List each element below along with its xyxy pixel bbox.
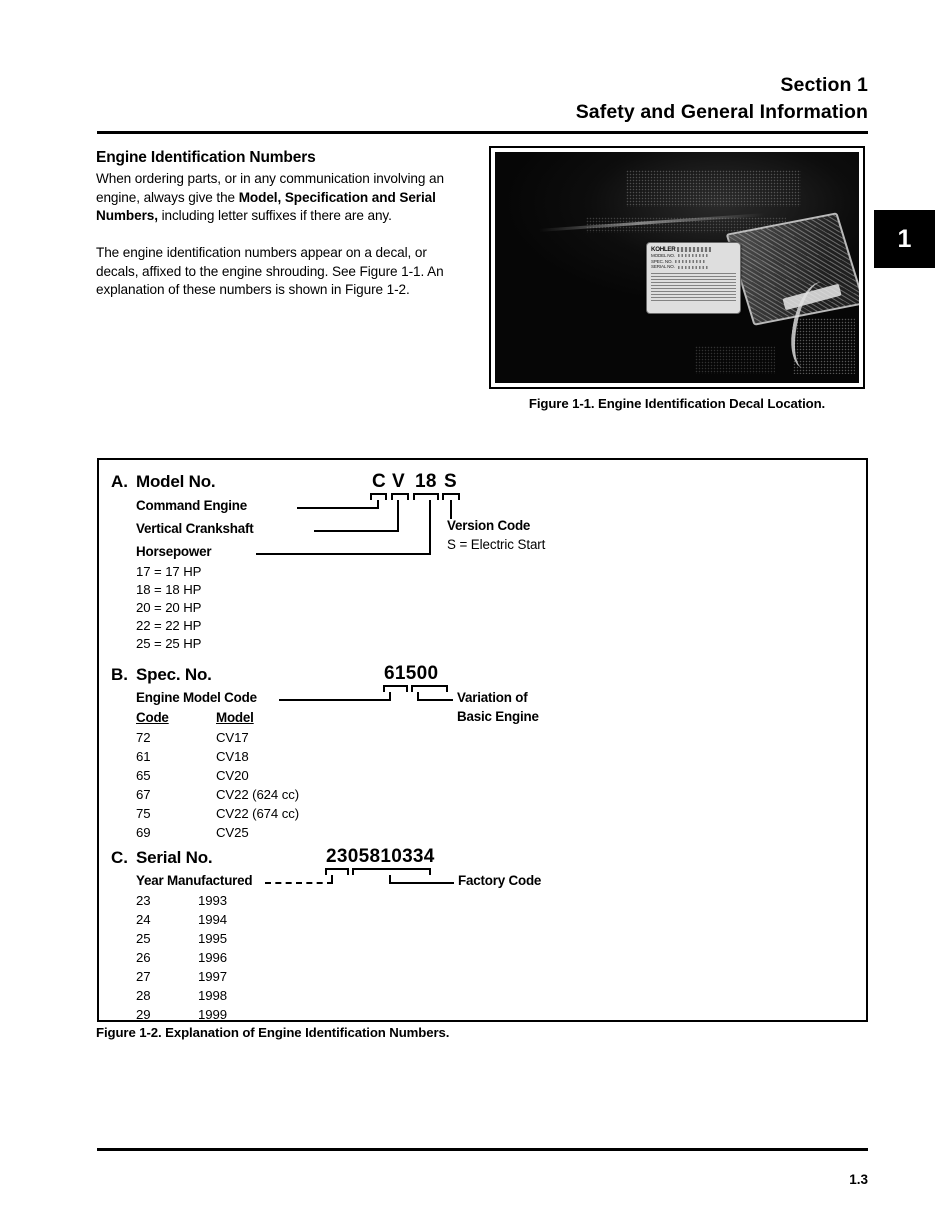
footer-divider (97, 1148, 868, 1151)
serial-row-4-code: 27 (136, 969, 151, 984)
spec-row-4-code: 75 (136, 806, 151, 821)
hp-list-item-20: 20 = 20 HP (136, 600, 202, 615)
section-b-letter: B. (111, 665, 128, 684)
intro-heading: Engine Identification Numbers (96, 149, 316, 166)
bracket-v-right (407, 493, 409, 500)
label-engine-model-code: Engine Model Code (136, 690, 257, 705)
leader-horsepower (256, 553, 431, 555)
bracket-s-left (442, 493, 444, 500)
intro-p1-emphasis: Model, Specification and Serial Numbers, (96, 189, 436, 224)
bracket-18-left (413, 493, 415, 500)
spec-row-5-model: CV25 (216, 825, 249, 840)
section-a-title: Model No. (136, 472, 216, 491)
bracket-factory-right (429, 868, 431, 875)
serial-row-0-year: 1993 (198, 893, 227, 908)
serial-row-1-year: 1994 (198, 912, 227, 927)
page-header (0, 72, 868, 126)
serial-row-1-code: 24 (136, 912, 151, 927)
spec-row-3-code: 67 (136, 787, 151, 802)
bracket-18-top (413, 493, 439, 495)
bracket-500-right (446, 685, 448, 692)
label-year-manufactured: Year Manufactured (136, 873, 253, 888)
bracket-500-left (411, 685, 413, 692)
leader-year-manufactured-riser (331, 875, 333, 883)
bracket-year-top (325, 868, 349, 870)
decal-serial-field (651, 264, 736, 270)
hp-list-item-22: 22 = 22 HP (136, 618, 202, 633)
decal-brand-graphic (677, 247, 711, 252)
page-number: 1.3 (849, 1172, 868, 1187)
label-horsepower: Horsepower (136, 544, 212, 559)
photo-noise-bottom (695, 346, 775, 374)
bracket-year-left (325, 868, 327, 875)
header-subtitle: Safety and General Information (575, 101, 868, 123)
spec-row-3-model: CV22 (624 cc) (216, 787, 299, 802)
bracket-factory-left (352, 868, 354, 875)
spec-row-1-model: CV18 (216, 749, 249, 764)
section-c-title: Serial No. (136, 848, 213, 867)
serial-row-3-code: 26 (136, 950, 151, 965)
header-section-title: Section 1 (780, 74, 868, 96)
leader-factory-code (389, 882, 454, 884)
leader-engine-model-code (279, 699, 391, 701)
intro-p1-part-a: When ordering parts, or in any communication involving an engine, always give the (96, 171, 444, 205)
hp-list-item-25: 25 = 25 HP (136, 636, 202, 651)
serial-row-6-code: 29 (136, 1007, 151, 1022)
model-code-part-18: 18 (415, 471, 437, 492)
leader-command-engine (297, 507, 379, 509)
model-code-part-v: V (392, 471, 405, 492)
section-b-title: Spec. No. (136, 665, 212, 684)
photo-noise-top (626, 170, 801, 207)
decal-spec-value (675, 260, 705, 263)
serial-row-4-year: 1997 (198, 969, 227, 984)
serial-row-0-code: 23 (136, 893, 151, 908)
bracket-c-left (370, 493, 372, 500)
section-a-letter: A. (111, 472, 128, 491)
spec-code-value: 61500 (384, 663, 439, 684)
intro-column (96, 148, 471, 300)
label-version-code-meaning: S = Electric Start (447, 537, 546, 552)
leader-horsepower-riser (429, 500, 431, 554)
leader-version-code-riser (450, 500, 452, 519)
serial-code-value: 2305810334 (326, 846, 435, 867)
intro-paragraph-2: The engine identification numbers appear on a decal, or decals, affixed to the engine shrouding. See Figure 1-1. An explanation of these numbers is shown in Figure 1-2. (96, 245, 444, 298)
figure-1-frame (489, 146, 865, 389)
spec-table-header-model: Model (216, 710, 254, 725)
figure-2-box (97, 458, 868, 1022)
spec-row-0-model: CV17 (216, 730, 249, 745)
serial-row-5-code: 28 (136, 988, 151, 1003)
decal-model-label: MODEL NO. (651, 253, 675, 259)
intro-paragraph-1 (96, 170, 471, 226)
section-tab-1 (874, 210, 935, 268)
label-command-engine: Command Engine (136, 498, 248, 513)
serial-row-2-code: 25 (136, 931, 151, 946)
decal-serial-label: SERIAL NO. (651, 264, 675, 270)
leader-variation (417, 699, 453, 701)
label-factory-code: Factory Code (458, 873, 542, 888)
serial-row-2-year: 1995 (198, 931, 227, 946)
decal-brand-text: KOHLER (651, 246, 676, 254)
spec-row-2-model: CV20 (216, 768, 249, 783)
bracket-61-top (383, 685, 408, 687)
spec-row-2-code: 65 (136, 768, 151, 783)
bracket-61-left (383, 685, 385, 692)
label-variation-line1: Variation of (457, 690, 528, 705)
bracket-18-right (437, 493, 439, 500)
engine-side-plate (725, 213, 859, 327)
hp-list-item-17: 17 = 17 HP (136, 564, 202, 579)
intro-p1-part-c: including letter suffixes if there are any. (157, 208, 392, 224)
identification-decal (646, 242, 741, 314)
spec-table-header-code: Code (136, 710, 169, 725)
header-divider (97, 131, 868, 134)
spec-row-4-model: CV22 (674 cc) (216, 806, 299, 821)
label-variation-line2: Basic Engine (457, 709, 539, 724)
decal-spec-label: SPEC. NO. (651, 258, 673, 264)
section-c-letter: C. (111, 848, 128, 867)
label-version-code: Version Code (447, 518, 531, 533)
spec-row-0-code: 72 (136, 730, 151, 745)
serial-row-6-year: 1999 (198, 1007, 227, 1022)
decal-fine-print (651, 272, 736, 301)
model-code-part-s: S (444, 471, 457, 492)
bracket-v-left (391, 493, 393, 500)
bracket-factory-top (352, 868, 431, 870)
leader-year-manufactured (265, 882, 333, 884)
bracket-s-right (458, 493, 460, 500)
decal-model-value (678, 254, 708, 257)
bracket-year-right (347, 868, 349, 875)
leader-vertical-crankshaft (314, 530, 399, 532)
spec-row-5-code: 69 (136, 825, 151, 840)
figure-2-caption: Figure 1-2. Explanation of Engine Identification Numbers. (96, 1025, 450, 1040)
serial-row-5-year: 1998 (198, 988, 227, 1003)
bracket-61-right (406, 685, 408, 692)
model-code-part-c: C (372, 471, 387, 492)
engine-photo (495, 152, 859, 383)
hp-list-item-18: 18 = 18 HP (136, 582, 202, 597)
decal-brand-label (651, 246, 736, 253)
label-vertical-crankshaft: Vertical Crankshaft (136, 521, 254, 536)
bracket-500-top (411, 685, 448, 687)
decal-serial-value (678, 266, 708, 269)
spec-row-1-code: 61 (136, 749, 151, 764)
leader-vertical-crankshaft-riser (397, 500, 399, 531)
leader-command-engine-riser (377, 500, 379, 508)
section-tab-number: 1 (897, 224, 912, 253)
bracket-c-right (385, 493, 387, 500)
serial-row-3-year: 1996 (198, 950, 227, 965)
leader-engine-model-code-riser (389, 692, 391, 700)
figure-1-caption: Figure 1-1. Engine Identification Decal Location. (528, 396, 826, 411)
